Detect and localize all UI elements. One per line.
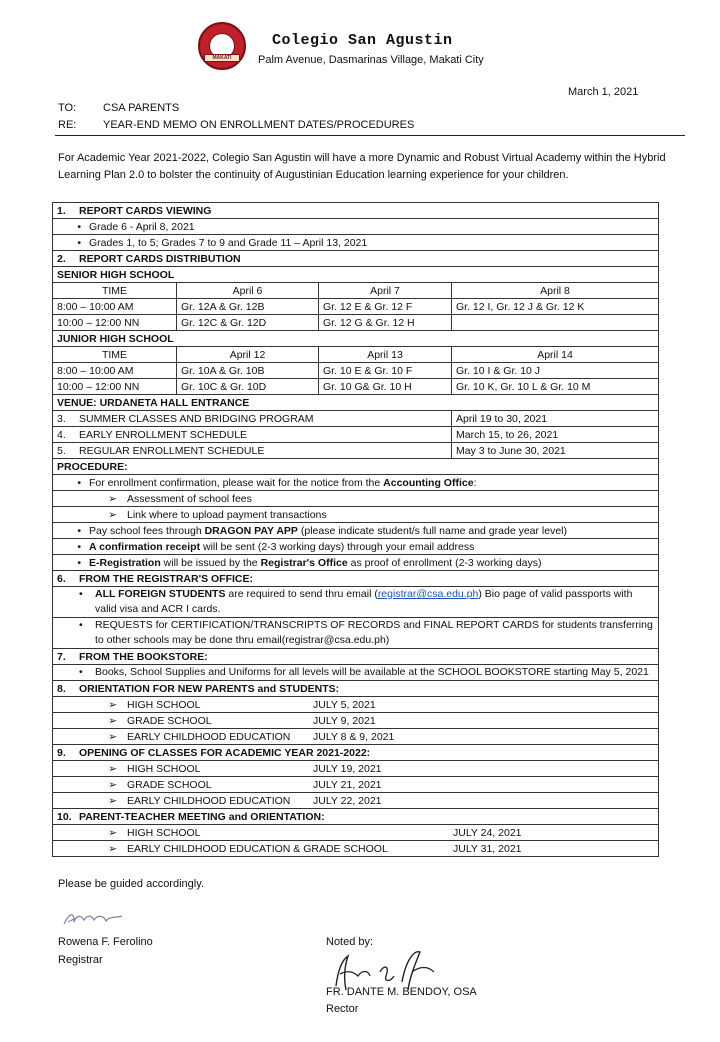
schedule-row [53, 729, 659, 745]
item-date: JULY 9, 2021 [313, 714, 376, 727]
bullet-icon: • [79, 666, 83, 678]
schedule-row [53, 825, 659, 841]
item-text: : [473, 476, 477, 489]
section-number: 4. [57, 428, 66, 441]
section-title: PARENT-TEACHER MEETING and ORIENTATION: [79, 810, 325, 823]
header-divider [55, 135, 685, 136]
item-text: ) Bio page of valid passports with valid visa and ACR I cards. [95, 588, 633, 615]
item-text: HIGH SCHOOL [127, 826, 201, 839]
schedule-label: SUMMER CLASSES AND BRIDGING PROGRAM [79, 412, 314, 425]
schedule-label: REGULAR ENROLLMENT SCHEDULE [79, 444, 265, 457]
item-text: EARLY CHILDHOOD EDUCATION & GRADE SCHOOL [127, 842, 388, 855]
item-date: JULY 21, 2021 [313, 778, 382, 791]
item-text: are required to send thru email ( [225, 588, 378, 600]
item-text: HIGH SCHOOL [127, 698, 201, 711]
column-header: April 8 [452, 283, 659, 299]
table-cell: Gr. 10C & Gr. 10D [177, 379, 319, 395]
item-text: Link where to upload payment transactions [127, 508, 327, 521]
bullet-icon: • [77, 476, 81, 489]
jhs-title-row [53, 331, 659, 347]
section-number: 3. [57, 412, 66, 425]
venue-row [53, 395, 659, 411]
schedule-row [53, 443, 659, 459]
table-row [53, 379, 659, 395]
section-number: 2. [57, 252, 66, 265]
table-cell: 10:00 – 12:00 NN [53, 379, 177, 395]
table-cell: Gr. 12 G & Gr. 12 H [319, 315, 452, 331]
list-item [53, 219, 659, 235]
section-title: REPORT CARDS VIEWING [79, 204, 212, 217]
list-item [53, 665, 659, 681]
school-address: Palm Avenue, Dasmarinas Village, Makati City [258, 54, 484, 66]
schedule-date: April 19 to 30, 2021 [452, 411, 659, 427]
confirmation-receipt-text: confirmation receipt [99, 540, 201, 553]
column-header: April 12 [177, 347, 319, 363]
item-date: JULY 8 & 9, 2021 [313, 730, 395, 743]
to-label: TO: [58, 102, 77, 114]
table-cell: Gr. 12C & Gr. 12D [177, 315, 319, 331]
section-number: 7. [57, 650, 66, 663]
table-row [53, 299, 659, 315]
section-number: 5. [57, 444, 66, 457]
re-value: YEAR-END MEMO ON ENROLLMENT DATES/PROCEDURES [103, 119, 415, 131]
arrow-bullet-icon: ➢ [108, 508, 117, 521]
shs-title: SENIOR HIGH SCHOOL [53, 267, 659, 283]
section-number: 6. [57, 572, 66, 585]
table-row [53, 315, 659, 331]
table-cell: Gr. 10A & Gr. 10B [177, 363, 319, 379]
noted-by-label: Noted by: [326, 936, 374, 948]
jhs-title: JUNIOR HIGH SCHOOL [53, 331, 659, 347]
table-cell: Gr. 10 K, Gr. 10 L & Gr. 10 M [452, 379, 659, 395]
item-text: For enrollment confirmation, please wait for the notice from the [89, 476, 384, 489]
column-header: April 14 [452, 347, 659, 363]
section-title: OPENING OF CLASSES FOR ACADEMIC YEAR 2021-2022: [79, 746, 371, 759]
section-title: ORIENTATION FOR NEW PARENTS and STUDENTS: [79, 682, 340, 695]
section-7-header [53, 649, 659, 665]
schedule-date: March 15, to 26, 2021 [452, 427, 659, 443]
rector-name: FR. DANTE M. BENDOY, OSA [326, 986, 477, 998]
arrow-bullet-icon: ➢ [108, 730, 117, 743]
seal-band-text: MAKATI [204, 54, 240, 62]
table-cell: 8:00 – 10:00 AM [53, 363, 177, 379]
memo-table [52, 202, 659, 857]
school-seal-logo [198, 22, 246, 70]
item-date: JULY 19, 2021 [313, 762, 382, 775]
closing-line: Please be guided accordingly. [58, 878, 204, 890]
item-date: JULY 31, 2021 [453, 842, 522, 855]
arrow-bullet-icon: ➢ [108, 794, 117, 807]
item-date: JULY 5, 2021 [313, 698, 376, 711]
arrow-bullet-icon: ➢ [108, 714, 117, 727]
registrar-title: Registrar [58, 954, 103, 966]
section-1-header [53, 203, 659, 219]
table-cell: Gr. 10 E & Gr. 10 F [319, 363, 452, 379]
dragon-pay-text: DRAGON PAY APP [204, 524, 298, 537]
list-item [53, 618, 659, 649]
e-registration-text: E-Registration [89, 556, 161, 569]
jhs-column-headers [53, 347, 659, 363]
item-date: JULY 24, 2021 [453, 826, 522, 839]
schedule-row [53, 841, 659, 857]
arrow-bullet-icon: ➢ [108, 492, 117, 505]
item-text: will be sent (2-3 working days) through your email address [200, 540, 475, 553]
re-label: RE: [58, 119, 77, 131]
procedure-title: PROCEDURE: [53, 459, 659, 475]
item-text: EARLY CHILDHOOD EDUCATION [127, 730, 291, 743]
list-item [53, 539, 659, 555]
item-text: HIGH SCHOOL [127, 762, 201, 775]
section-2-header [53, 251, 659, 267]
section-8-header [53, 681, 659, 697]
foreign-students-text: ALL FOREIGN STUDENTS [95, 588, 226, 600]
schedule-row [53, 411, 659, 427]
schedule-date: May 3 to June 30, 2021 [452, 443, 659, 459]
section-number: 8. [57, 682, 66, 695]
schedule-row [53, 761, 659, 777]
item-text: Grades 1, to 5; Grades 7 to 9 and Grade 11 – April 13, 2021 [89, 236, 368, 249]
item-text: GRADE SCHOOL [127, 714, 212, 727]
table-cell: 10:00 – 12:00 NN [53, 315, 177, 331]
item-text: will be issued by the [160, 556, 261, 569]
arrow-bullet-icon: ➢ [108, 762, 117, 775]
item-text: Grade 6 - April 8, 2021 [89, 220, 195, 233]
list-item [53, 587, 659, 618]
column-header: TIME [53, 283, 177, 299]
bullet-icon: • [77, 236, 81, 249]
column-header: April 6 [177, 283, 319, 299]
column-header: April 13 [319, 347, 452, 363]
item-text: GRADE SCHOOL [127, 778, 212, 791]
item-text: (please indicate student/s full name and grade year level) [297, 524, 568, 537]
table-cell: Gr. 12A & Gr. 12B [177, 299, 319, 315]
item-text: A [89, 540, 100, 553]
list-item [53, 523, 659, 539]
memo-date: March 1, 2021 [568, 86, 639, 98]
bullet-icon: • [77, 540, 81, 553]
list-item [53, 235, 659, 251]
section-number: 10. [57, 810, 72, 823]
table-cell: Gr. 10 G& Gr. 10 H [319, 379, 452, 395]
table-cell: 8:00 – 10:00 AM [53, 299, 177, 315]
schedule-row [53, 777, 659, 793]
bullet-icon: • [77, 220, 81, 233]
to-value: CSA PARENTS [103, 102, 180, 114]
list-subitem [53, 491, 659, 507]
registrar-name: Rowena F. Ferolino [58, 936, 153, 948]
shs-column-headers [53, 283, 659, 299]
table-cell [452, 315, 659, 331]
section-title: FROM THE BOOKSTORE: [79, 650, 208, 663]
bullet-icon: • [79, 588, 83, 600]
registrar-email-link[interactable]: registrar@csa.edu.ph [377, 588, 479, 600]
registrars-office-text: Registrar's Office [260, 556, 348, 569]
intro-paragraph: For Academic Year 2021-2022, Colegio San Agustin will have a more Dynamic and Robust Virtual Academy within the Hybrid Learning Plan 2.0 to bolster the continuity of Augustinian Education learning experience for your children. [58, 152, 666, 181]
bullet-icon: • [77, 556, 81, 569]
schedule-row [53, 793, 659, 809]
rector-title: Rector [326, 1003, 359, 1015]
section-number: 9. [57, 746, 66, 759]
column-header: TIME [53, 347, 177, 363]
schedule-label: EARLY ENROLLMENT SCHEDULE [79, 428, 248, 441]
table-row [53, 363, 659, 379]
section-6-header [53, 571, 659, 587]
item-text: Pay school fees through [89, 524, 205, 537]
table-cell: Gr. 12 E & Gr. 12 F [319, 299, 452, 315]
registrar-signature [62, 908, 132, 933]
list-item [53, 555, 659, 571]
section-9-header [53, 745, 659, 761]
item-text: Books, School Supplies and Uniforms for all levels will be available at the SCHOOL BOOKSTORE starting May 5, 2021 [95, 666, 649, 678]
shs-title-row [53, 267, 659, 283]
table-cell: Gr. 12 I, Gr. 12 J & Gr. 12 K [452, 299, 659, 315]
list-subitem [53, 507, 659, 523]
procedure-title-row [53, 459, 659, 475]
schedule-row [53, 713, 659, 729]
section-10-header [53, 809, 659, 825]
table-cell: Gr. 10 I & Gr. 10 J [452, 363, 659, 379]
item-text: Assessment of school fees [127, 492, 252, 505]
item-text: as proof of enrollment (2-3 working days) [347, 556, 542, 569]
arrow-bullet-icon: ➢ [108, 842, 117, 855]
arrow-bullet-icon: ➢ [108, 778, 117, 791]
arrow-bullet-icon: ➢ [108, 698, 117, 711]
venue-text: VENUE: URDANETA HALL ENTRANCE [53, 395, 659, 411]
accounting-office-text: Accounting Office [383, 476, 474, 489]
schedule-row [53, 697, 659, 713]
bullet-icon: • [79, 619, 83, 631]
bullet-icon: • [77, 524, 81, 537]
item-date: JULY 22, 2021 [313, 794, 382, 807]
arrow-bullet-icon: ➢ [108, 826, 117, 839]
column-header: April 7 [319, 283, 452, 299]
item-text: REQUESTS for CERTIFICATION/TRANSCRIPTS OF RECORDS and FINAL REPORT CARDS for students transferring to other schools may be done thru email(registrar@csa.edu.ph) [95, 619, 653, 646]
item-text: EARLY CHILDHOOD EDUCATION [127, 794, 291, 807]
section-title: FROM THE REGISTRAR'S OFFICE: [79, 572, 253, 585]
section-number: 1. [57, 204, 66, 217]
schedule-row [53, 427, 659, 443]
list-item [53, 475, 659, 491]
section-title: REPORT CARDS DISTRIBUTION [79, 252, 241, 265]
school-name: Colegio San Agustin [272, 32, 453, 49]
